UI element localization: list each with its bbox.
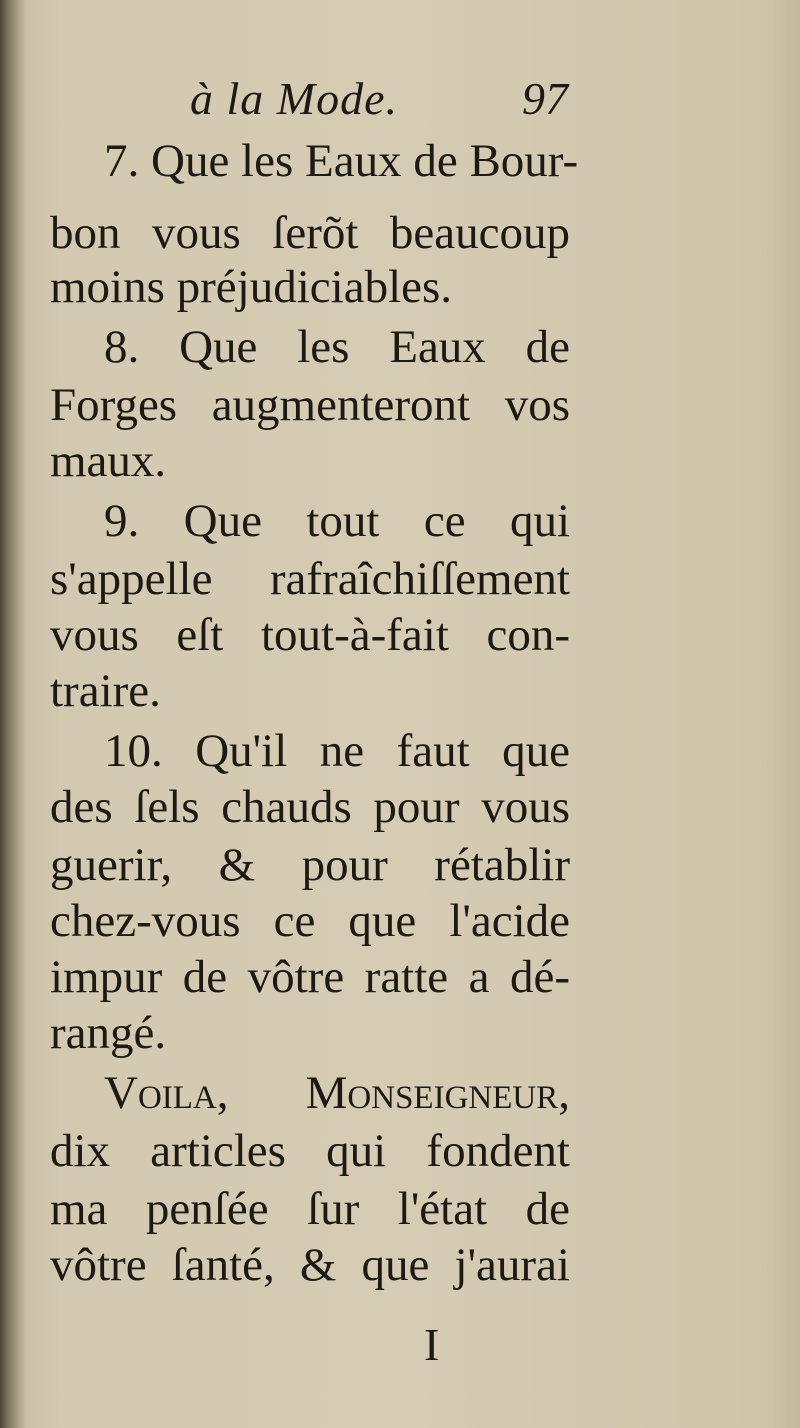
- signature-mark: I: [424, 1319, 440, 1370]
- text-line: s'appelle rafraîchiſſement: [50, 553, 570, 605]
- text-line: Forges augmenteront vos: [50, 379, 570, 431]
- text-line: guerir, & pour rétablir: [50, 839, 570, 891]
- text-line: Voila, Monseigneur,: [104, 1067, 570, 1119]
- text-line: 8. Que les Eaux de: [104, 321, 570, 373]
- text-line: maux.: [50, 435, 167, 487]
- text-line: chez-vous ce que l'acide: [50, 895, 570, 947]
- text-line: 9. Que tout ce qui: [104, 495, 570, 547]
- text-line: 10. Qu'il ne faut que: [104, 725, 570, 777]
- running-head: à la Mode.: [190, 73, 399, 124]
- text-line: vôtre ſanté, & que j'aurai: [50, 1239, 570, 1291]
- text-line: traire.: [50, 665, 161, 717]
- text-line: dix articles qui fondent: [50, 1125, 570, 1177]
- text-line: bon vous ſerõt beaucoup: [50, 207, 570, 259]
- text-line: des ſels chauds pour vous: [50, 781, 570, 833]
- text-line: rangé.: [50, 1007, 167, 1059]
- text-line: moins préjudiciables.: [50, 261, 453, 313]
- text-line: 7. Que les Eaux de Bour-: [104, 135, 579, 187]
- text-line: ma penſée ſur l'état de: [50, 1183, 570, 1235]
- text-line: vous eſt tout-à-fait con-: [50, 609, 570, 661]
- text-line: impur de vôtre ratte a dé-: [50, 951, 570, 1003]
- page-number: 97: [522, 73, 568, 124]
